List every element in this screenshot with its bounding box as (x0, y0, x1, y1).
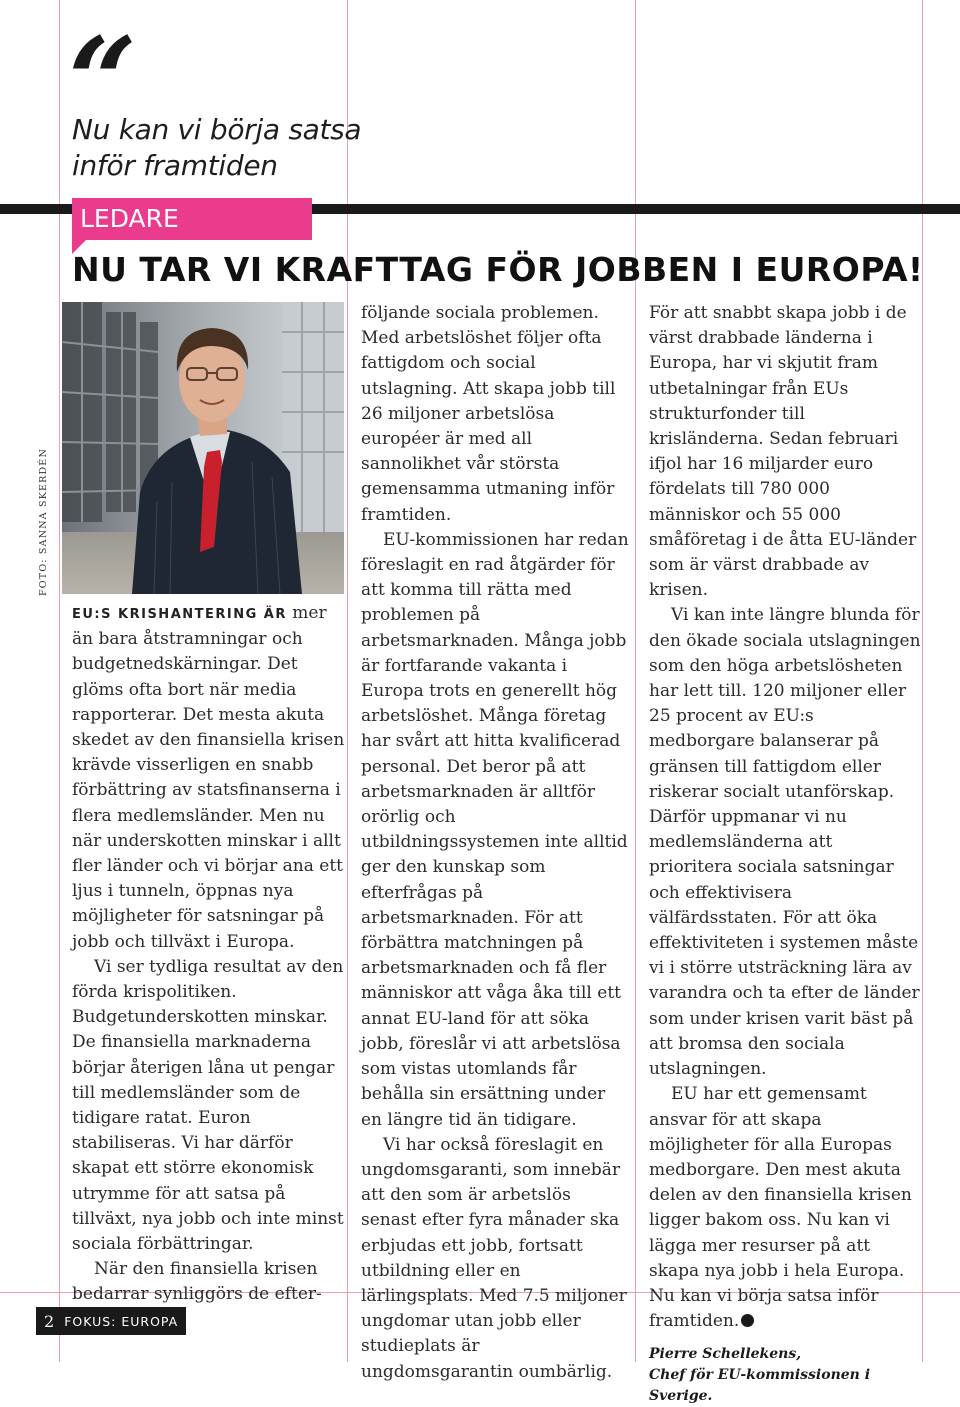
article-column-2 (361, 301, 629, 1385)
paragraph: Vi ser tydliga resultat av den förda krispolitiken. Budgetunderskotten minskar. De finansiella marknaderna börjar återigen låna ut pengar till medlemsländer som de tidigare ratat. Euron stabiliseras. Vi har därför skapat ett större ekonomisk utrymme för att satsa på tillväxt, nya jobb och inte minst sociala förbättringar. (72, 956, 344, 1255)
byline-title: Chef för EU-kommissionen i Sverige. (649, 1367, 871, 1405)
section-tag: LEDARE (72, 198, 312, 240)
paragraph: följande sociala problemen. Med arbetslöshet följer ofta fattigdom och social utslagning. Att skapa jobb till 26 miljoner arbetslösa européer är med all sannolikhet vår största gemensamma utmaning inför framtiden. (361, 303, 616, 525)
paragraph: För att snabbt skapa jobb i de värst drabbade länderna i Europa, har vi skjutit fram utbetalningar från EUs strukturfonder till krisländerna. Sedan februari ifjol har 16 miljarder euro fördelats till 780 000 människor och 55 000 småföretag i de åtta EU-länder som är värst drabbade av krisen. (649, 303, 917, 601)
byline-name: Pierre Schellekens, (649, 1346, 802, 1363)
section-label: FOKUS: EUROPA (64, 1313, 179, 1329)
page-title: NU TAR VI KRAFTTAG FÖR JOBBEN I EUROPA! (72, 250, 924, 289)
paragraph: Vi kan inte längre blunda för den ökade sociala utslagningen som den höga arbetslösheten har lett till. 120 miljoner eller 25 procent av EU:s medborgare balanserar på gränsen till fattigdom eller riskerar socialt utanförskap. Därför uppmanar vi nu medlemsländerna att prioritera sociala satsningar och effektivisera välfärdsstaten. För att öka effektiviteten i systemen måste vi i större utsträckning lära av varandra och ta efter de länder som under krisen varit bäst på att bromsa den sociala utslagningen. (649, 605, 921, 1080)
paragraph: Vi har också föreslagit en ungdomsgaranti, som innebär att den som är arbetslös senast efter fyra månader ska erbjudas ett jobb, fortsatt utbildning eller en lärlingsplats. Med 7.5 miljoner ungdomar utan jobb eller studieplats är ungdomsgarantin oumbärlig. (361, 1134, 627, 1382)
paragraph (72, 601, 348, 955)
paragraph-text: EU har ett gemensamt ansvar för att skapa möjligheter för alla Europas medborgare. Den mest akuta delen av den finansiella krisen ligger bakom oss. Nu kan vi lägga mer resurser på att skapa nya jobb i hela Europa. Nu kan vi börja satsa inför framtiden. (649, 1084, 912, 1332)
page-footer (36, 1307, 186, 1335)
pull-quote (72, 112, 432, 184)
photo-credit: FOTO: SANNA SKERDÉN (38, 448, 49, 596)
quote-mark-icon: “ (68, 11, 138, 152)
paragraph: EU-kommissionen har redan föreslagit en rad åtgärder för att komma till rätta med problemen på arbetsmarknaden. Många jobb är fortfarande vakanta i Europa trots en generellt hög arbetslöshet. Många företag har svårt att hitta kvalificerad personal. Det beror på att arbetsmarknaden är alltför orörlig och utbildningssystemen inte alltid ger den kunskap som efterfrågas på arbetsmarknaden. För att förbättra matchningen på arbetsmarknaden och få fler människor att våga åka till ett annat EU-land för att söka jobb, föreslår vi att arbetslösa som vistas utomlands får behålla sin ersättning under en längre tid än tidigare. (361, 529, 629, 1130)
end-dot-icon (741, 1314, 754, 1327)
byline (649, 1344, 921, 1407)
pull-quote-line: Nu kan vi börja satsa (72, 113, 362, 146)
paragraph-text: mer än bara åtstramningar och budgetnedskärningar. Det glöms ofta bort när media rapporterar. Det mesta akuta skedet av den finansiella krisen krävde visserligen en snabb förbättring av statsfinanserna i flera medlemsländer. Men nu när underskotten minskar i allt fler länder och vi börjar ana ett ljus i tunneln, öppnas nya möjligheter för satsningar på jobb och tillväxt i Europa. (72, 603, 345, 952)
article-column-3 (649, 301, 921, 1407)
portrait-photo (62, 302, 344, 594)
paragraph: När den finansiella krisen bedarrar synliggörs de efter- (72, 1259, 322, 1305)
pull-quote-line: inför framtiden (72, 149, 278, 182)
article-column-1 (72, 601, 348, 1308)
lead-in: EU:S KRISHANTERING ÄR (72, 607, 287, 622)
paragraph (649, 1082, 921, 1334)
page-number: 2 (44, 1311, 55, 1331)
